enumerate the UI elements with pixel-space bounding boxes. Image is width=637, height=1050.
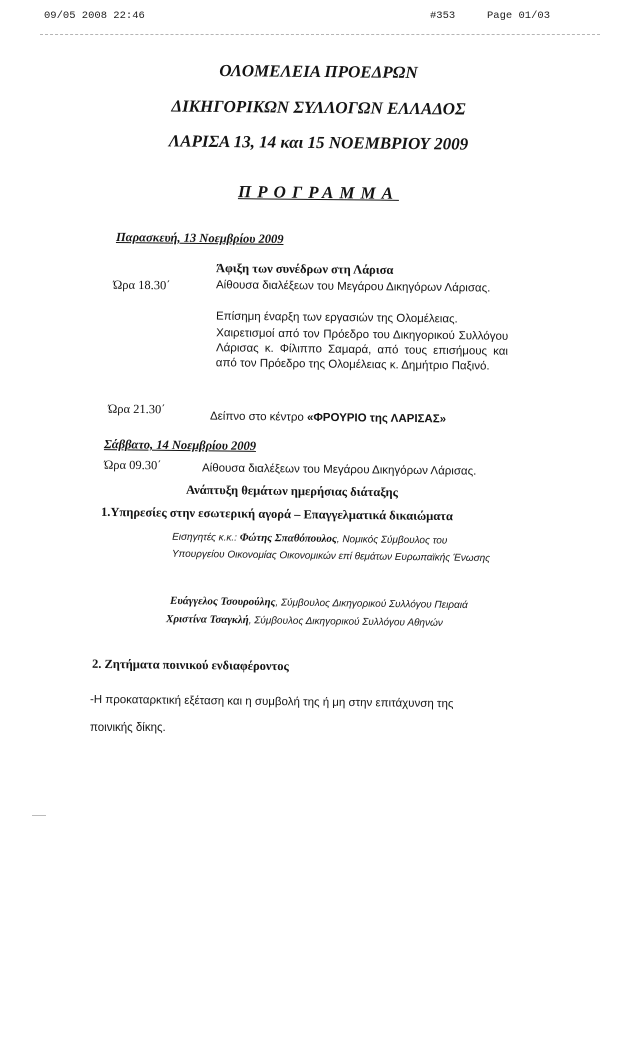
friday-time-1830: Ώρα 18.30΄ [112, 277, 171, 293]
programme-heading: ΠΡΟΓΡΑΜΜΑ [237, 182, 400, 203]
friday-opening: Επίσημη έναρξη των εργασιών της Ολομέλειας. [215, 310, 458, 326]
fax-number: #353 [430, 10, 456, 22]
section-1-heading: 1.Υπηρεσίες στην εσωτερική αγορά – Επαγγελματικά δικαιώματα [100, 504, 454, 524]
saturday-time-0930: Ώρα 09.30΄ [103, 457, 162, 473]
speakers-label: Εισηγητές κ.κ.: [172, 531, 240, 544]
scan-speck [32, 815, 46, 816]
friday-dinner-venue: «ΦΡΟΥΡΙΟ της ΛΑΡΙΣΑΣ» [306, 411, 447, 426]
friday-arrival: Άφιξη των συνέδρων στη Λάρισα [215, 261, 394, 277]
section-2-item-line-1: -Η προκαταρκτική εξέταση και η συμβολή της ή μη στην επιτάχυνση της [89, 693, 454, 711]
section-2-item-line-2: ποινικής δίκης. [90, 722, 166, 734]
saturday-agenda: Ανάπτυξη θεμάτων ημερήσιας διάταξης [185, 482, 399, 500]
friday-dinner-prefix: Δείπνο στο κέντρο [209, 410, 308, 424]
speaker-3 [166, 611, 443, 632]
title-line-3: ΛΑΡΙΣΑ 13, 14 και 15 ΝΟΕΜΒΡΙΟΥ 2009 [168, 131, 469, 154]
speaker-3-role: , Σύμβουλος Δικηγορικού Συλλόγου Αθηνών [248, 615, 443, 629]
friday-dinner [210, 407, 446, 428]
speaker-2-role: , Σύμβουλος Δικηγορικού Συλλόγου Πειραιά [275, 597, 468, 612]
friday-heading: Παρασκευή, 13 Νοεμβρίου 2009 [115, 229, 284, 247]
title-line-1: ΟΛΟΜΕΛΕΙΑ ΠΡΟΕΔΡΩΝ [219, 60, 418, 83]
speaker-1-role: , Νομικός Σύμβουλος του Υπουργείου Οικονομίας Οικονομικών επί θεμάτων Ευρωπαϊκής Ένωσης [171, 534, 491, 565]
friday-venue: Αίθουσα διαλέξεων του Μεγάρου Δικηγόρων Λάρισας. [215, 279, 491, 295]
saturday-venue: Αίθουσα διαλέξεων του Μεγάρου Δικηγόρων Λάρισας. [201, 462, 477, 478]
speaker-3-name: Χριστίνα Τσαγκλή [165, 613, 249, 627]
fax-page-indicator: Page 01/03 [487, 10, 551, 22]
fax-header-rule [40, 34, 600, 35]
speaker-1-name: Φώτης Σπαθόπουλος [239, 531, 337, 546]
title-line-2: ΔΙΚΗΓΟΡΙΚΩΝ ΣΥΛΛΟΓΩΝ ΕΛΛΑΔΟΣ [171, 96, 466, 119]
friday-time-2130: Ώρα 21.30΄ [107, 401, 166, 417]
speaker-2-name: Ευάγγελος Τσουρούλης [169, 594, 276, 609]
fax-datetime: 09/05 2008 22:46 [44, 10, 145, 22]
friday-greetings: Χαιρετισμοί από τον Πρόεδρο του Δικηγορικού Συλλόγου Λάρισας κ. Φίλιππο Σαμαρά, από τους επισήμους και από τον Πρόεδρο της Ολομέλειας κ. Δημήτριο Παξινό. [215, 327, 509, 373]
section-2-heading: 2. Ζητήματα ποινικού ενδιαφέροντος [91, 656, 289, 674]
saturday-heading: Σάββατο, 14 Νοεμβρίου 2009 [103, 437, 257, 453]
speaker-1 [172, 529, 497, 568]
